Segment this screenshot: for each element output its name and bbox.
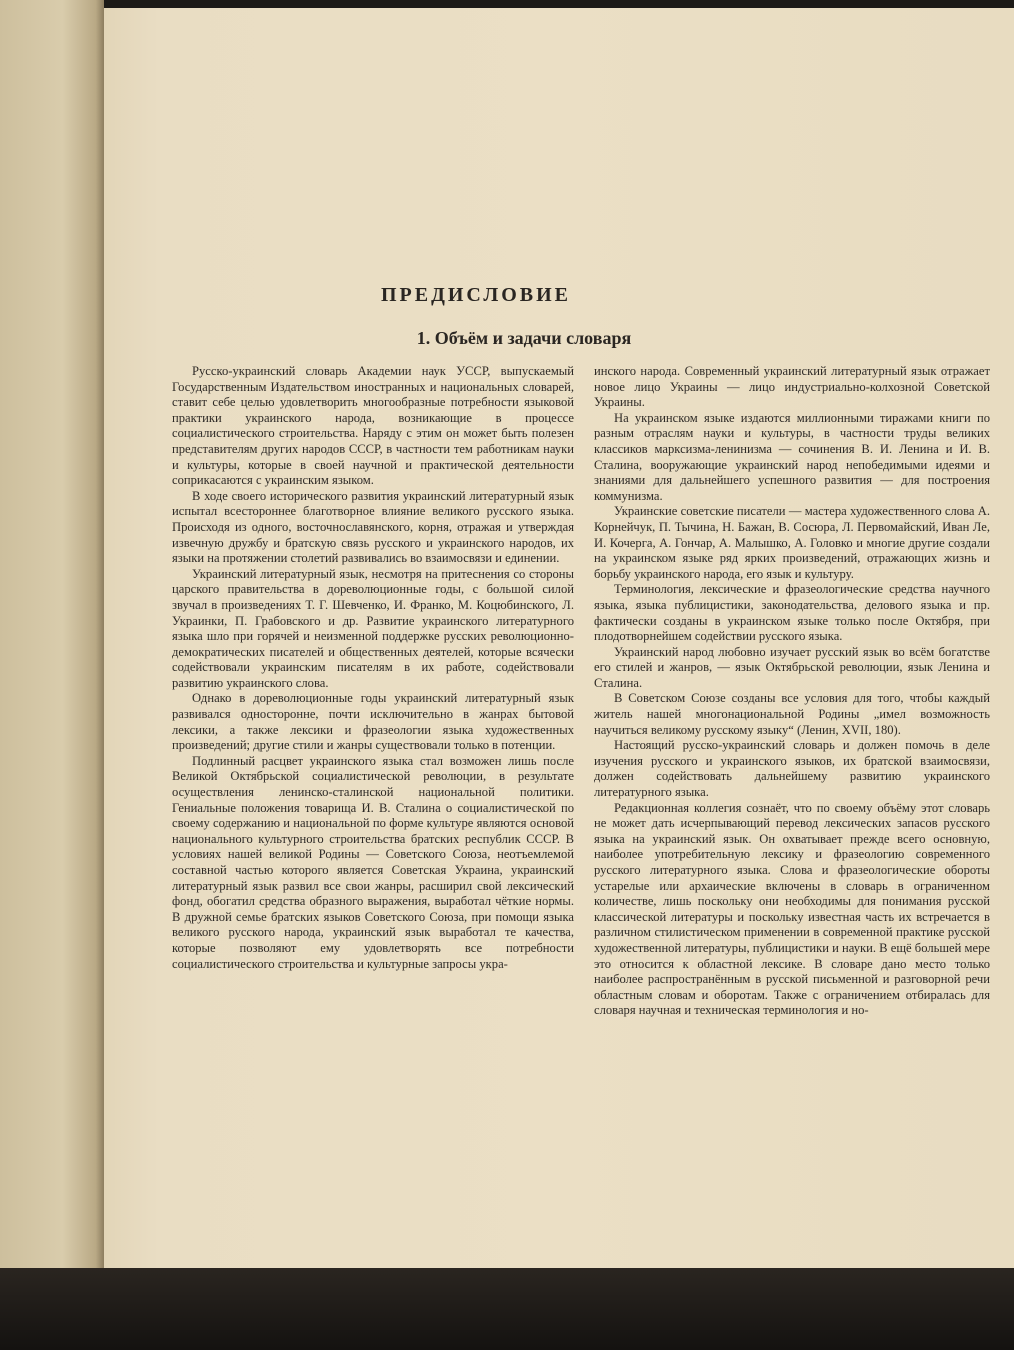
paragraph: Редакционная коллегия сознаёт, что по своему объёму этот словарь не может дать исчерпывающий перевод лексических запасов русского языка на украинский язык. Он охватывает прежде всего основную, наиболее употребительную лексику и фразеологию современного русского литературного языка. Слова и фразеологические обороты устарелые или архаические включены в словарь в ограниченном количестве, лишь поскольку они необходимы для понимания русской классической литературы и поскольку известная часть их встречается в различном стилистическом применении в современной практике русской художественной литературы, публицистики и науки. В ещё большей мере это относится к областной лексике. В словаре дано место только наиболее распространённым в русской письменной и разговорной речи областным словам и оборотам. Также с ограничением отбиралась для словаря научная и техническая терминология и но- xyxy=(594,800,990,1018)
paragraph: На украинском языке издаются миллионными тиражами книги по разным отраслям науки и культуры, в частности труды великих классиков марксизма-ленинизма — сочинения В. И. Ленина и И. В. Сталина, вооружающие украинский народ непобедимыми идеями и знаниями для дальнейшего успешного развития — для построения коммунизма. xyxy=(594,410,990,503)
paragraph: В Советском Союзе созданы все условия для того, чтобы каждый житель нашей многонациональной Родины „имел возможность научиться великому русскому языку“ (Ленин, XVII, 180). xyxy=(594,691,990,737)
paragraph: Подлинный расцвет украинского языка стал возможен лишь после Великой Октябрьской социалистической революции, в результате осуществления ленинско-сталинской национальной политики. Гениальные положения товарища И. В. Сталина о социалистической по своему содержанию и национальной по форме культуре являются основой национального культурного строительства братских республик СССР. В условиях нашей великой Родины — Советского Союза, неотъемлемой составной частью которого является Советская Украина, украинский литературный язык развил все свои жанры, расширил свой лексический фонд, обогатил средства образного выражения, выработал чёткие нормы. В дружной семье братских языков Советского Союза, при помощи языка великого русского народа, украинский язык выработал те качества, которые позволяют ему удовлетворять все потребности социалистического строительства и культурные запросы укра- xyxy=(172,753,574,971)
paragraph: Русско-украинский словарь Академии наук УССР, выпускаемый Государственным Издательством иностранных и национальных словарей, ставит себе целью удовлетворить многообразные потребности языковой практики украинского народа, возникающие в процессе социалистического строительства. Наряду с этим он может быть полезен представителям других народов СССР, в частности тем работникам науки и культуры, которые в своей научной и практической деятельности соприкасаются с украинским языком. xyxy=(172,364,574,488)
page-title: ПРЕДИСЛОВИЕ xyxy=(380,284,572,306)
paragraph: Терминология, лексические и фразеологические средства научного языка, языка публицистики, законодательства, делового языка и пр. фактически созданы в украинском языке только после Октября, при плодотворнейшем содействии русского языка. xyxy=(594,582,990,644)
text-column-left xyxy=(172,364,574,972)
book-cover-edge xyxy=(0,0,104,1268)
paragraph: Настоящий русско-украинский словарь и должен помочь в деле изучения русского и украинского языков, их братской взаимосвязи, должен содействовать дальнейшему развитию украинского литературного языка. xyxy=(594,738,990,800)
section-heading: 1. Объём и задачи словаря xyxy=(416,328,632,348)
paragraph: инского народа. Современный украинский литературный язык отражает новое лицо Украины — лицо индустриально-колхозной Советской Украины. xyxy=(594,364,990,410)
paragraph: В ходе своего исторического развития украинский литературный язык испытал всестороннее благотворное влияние великого русского языка. Происходя из одного, восточнославянского, корня, отражая и утверждая извечную дружбу и братскую связь русского и украинского народов, их языки на протяжении столетий развивались во взаимосвязи и единении. xyxy=(172,488,574,566)
paragraph: Однако в дореволюционные годы украинский литературный язык развивался односторонне, почти исключительно в жанрах бытовой лексики, а также лексики и фразеологии языка художественных произведений; другие стили и жанры существовали только в потенции. xyxy=(172,691,574,753)
scan-background xyxy=(0,1268,1014,1350)
paragraph: Украинский народ любовно изучает русский язык во всём богатстве его стилей и жанров, — язык Октябрьской революции, язык Ленина и Сталина. xyxy=(594,644,990,690)
paragraph: Украинские советские писатели — мастера художественного слова А. Корнейчук, П. Тычина, Н. Бажан, В. Сосюра, Л. Первомайский, Иван Ле, И. Кочерга, А. Гончар, А. Малышко, А. Головко и многие другие создали на украинском языке ряд ярких произведений, отражающих жизнь и борьбу украинского народа, его язык и культуру. xyxy=(594,504,990,581)
text-column-right xyxy=(594,364,990,1019)
paragraph: Украинский литературный язык, несмотря на притеснения со стороны царского правительства в дореволюционные годы, с большой силой звучал в произведениях Т. Г. Шевченко, И. Франко, М. Коцюбинского, Л. Украинки, П. Грабовского и др. Развитие украинского литературного языка шло при горячей и неизменной поддержке русских революционно-демократических писателей и общественных деятелей, которые всячески содействовали украинским писателям в их работе, содействовали развитию украинского слова. xyxy=(172,566,574,690)
